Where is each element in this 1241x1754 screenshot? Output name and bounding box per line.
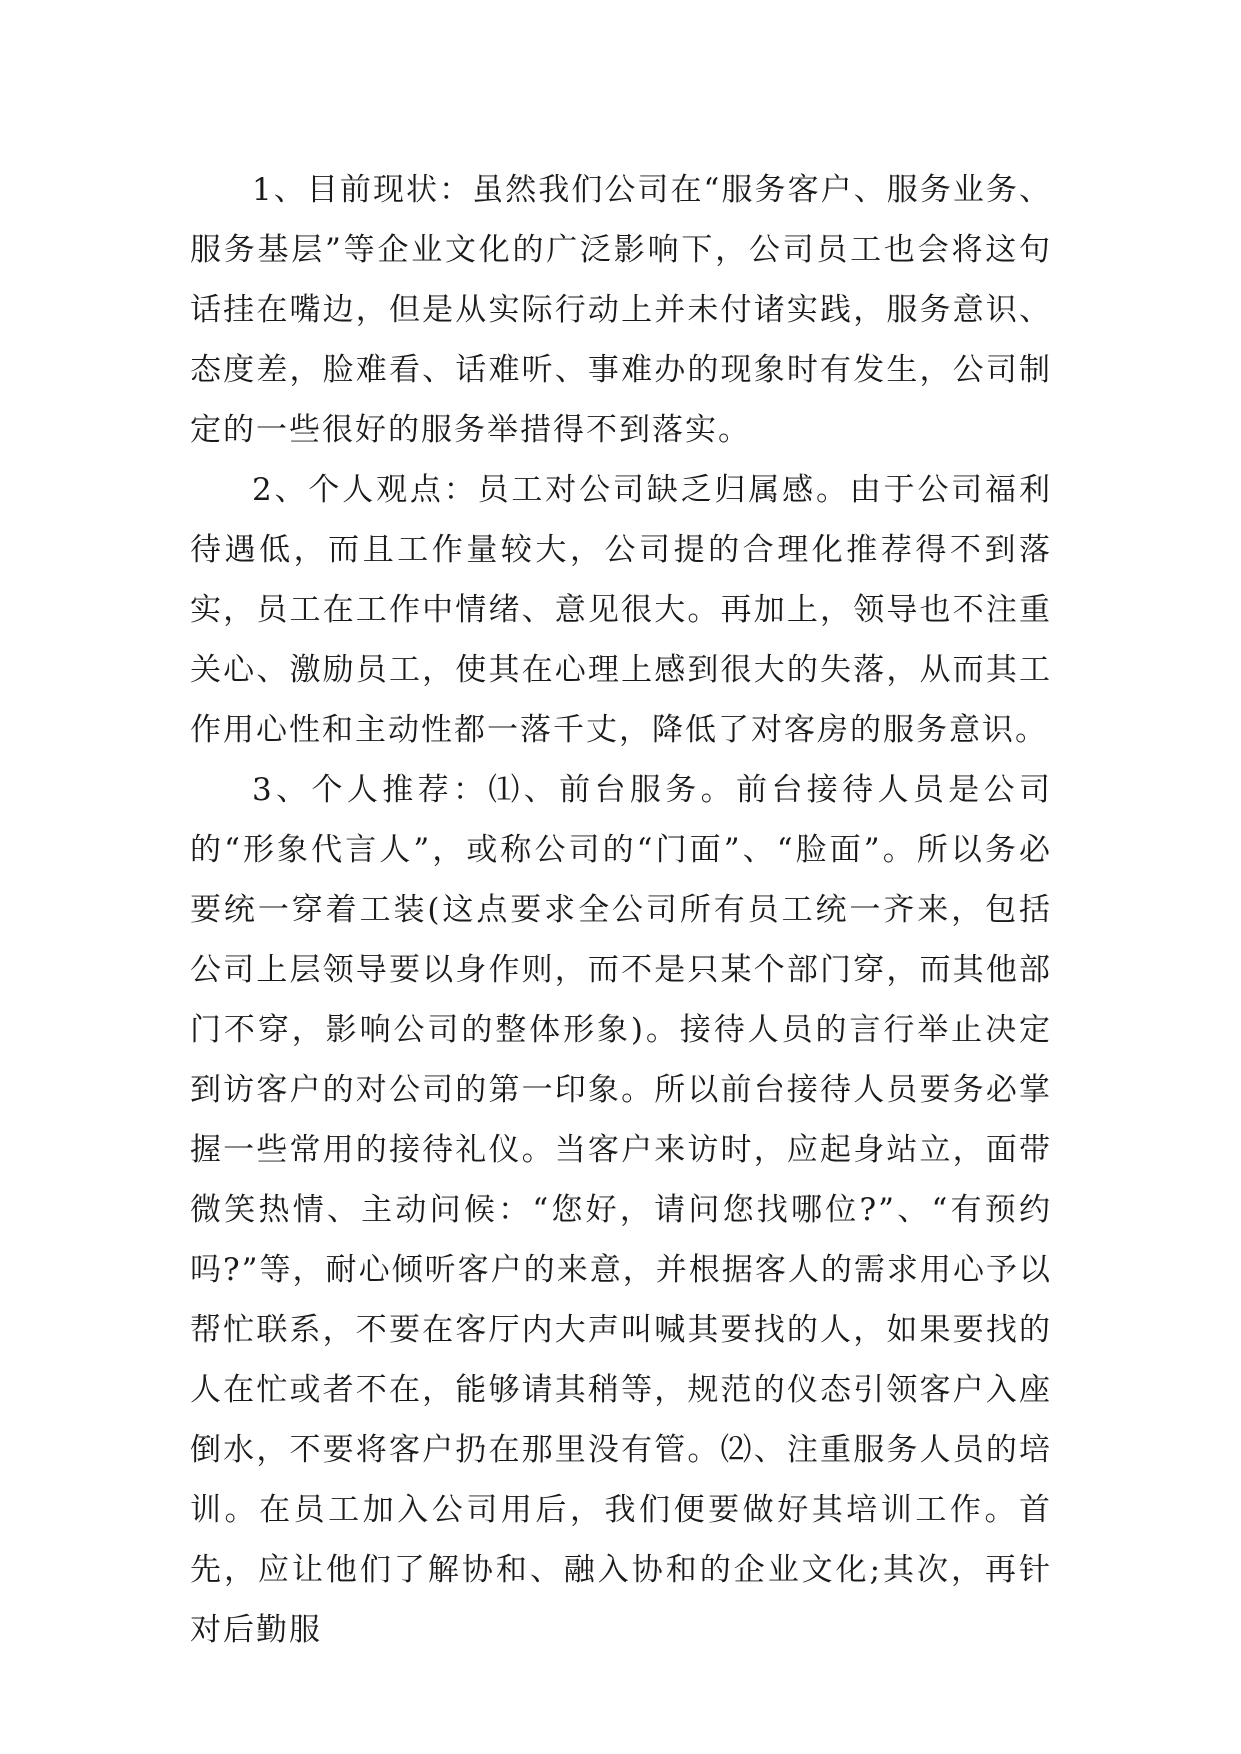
paragraph-personal-recommendation: 3、个人推荐：⑴、前台服务。前台接待人员是公司的“形象代言人”，或称公司的“门面”、“脸面”。所以务必要统一穿着工装(这点要求全公司所有员工统一齐来，包括公司上层领导要以身作则，而不是只某个部门穿，而其他部门不穿，影响公司的整体形象)。接待人员的言行举止决定到访客户的对公司的第一印象。所以前台接待人员要务必掌握一些常用的接待礼仪。当客户来访时，应起身站立，面带微笑热情、主动问候：“您好，请问您找哪位?”、“有预约吗?”等，耐心倾听客户的来意，并根据客人的需求用心予以帮忙联系，不要在客厅内大声叫喊其要找的人，如果要找的人在忙或者不在，能够请其稍等，规范的仪态引领客户入座倒水，不要将客户扔在那里没有管。⑵、注重服务人员的培训。在员工加入公司用后，我们便要做好其培训工作。首先，应让他们了解协和、融入协和的企业文化;其次，再针对后勤服 (190, 772, 1052, 1648)
document-body (190, 160, 1052, 1660)
paragraph-current-status: 1、目前现状：虽然我们公司在“服务客户、服务业务、服务基层”等企业文化的广泛影响下，公司员工也会将这句话挂在嘴边，但是从实际行动上并未付诸实践，服务意识、态度差，脸难看、话难听、事难办的现象时有发生，公司制定的一些很好的服务举措得不到落实。 (190, 172, 1052, 448)
paragraph-personal-view: 2、个人观点：员工对公司缺乏归属感。由于公司福利待遇低，而且工作量较大，公司提的合理化推荐得不到落实，员工在工作中情绪、意见很大。再加上，领导也不注重关心、激励员工，使其在心理上感到很大的失落，从而其工作用心性和主动性都一落千丈，降低了对客房的服务意识。 (190, 472, 1052, 748)
